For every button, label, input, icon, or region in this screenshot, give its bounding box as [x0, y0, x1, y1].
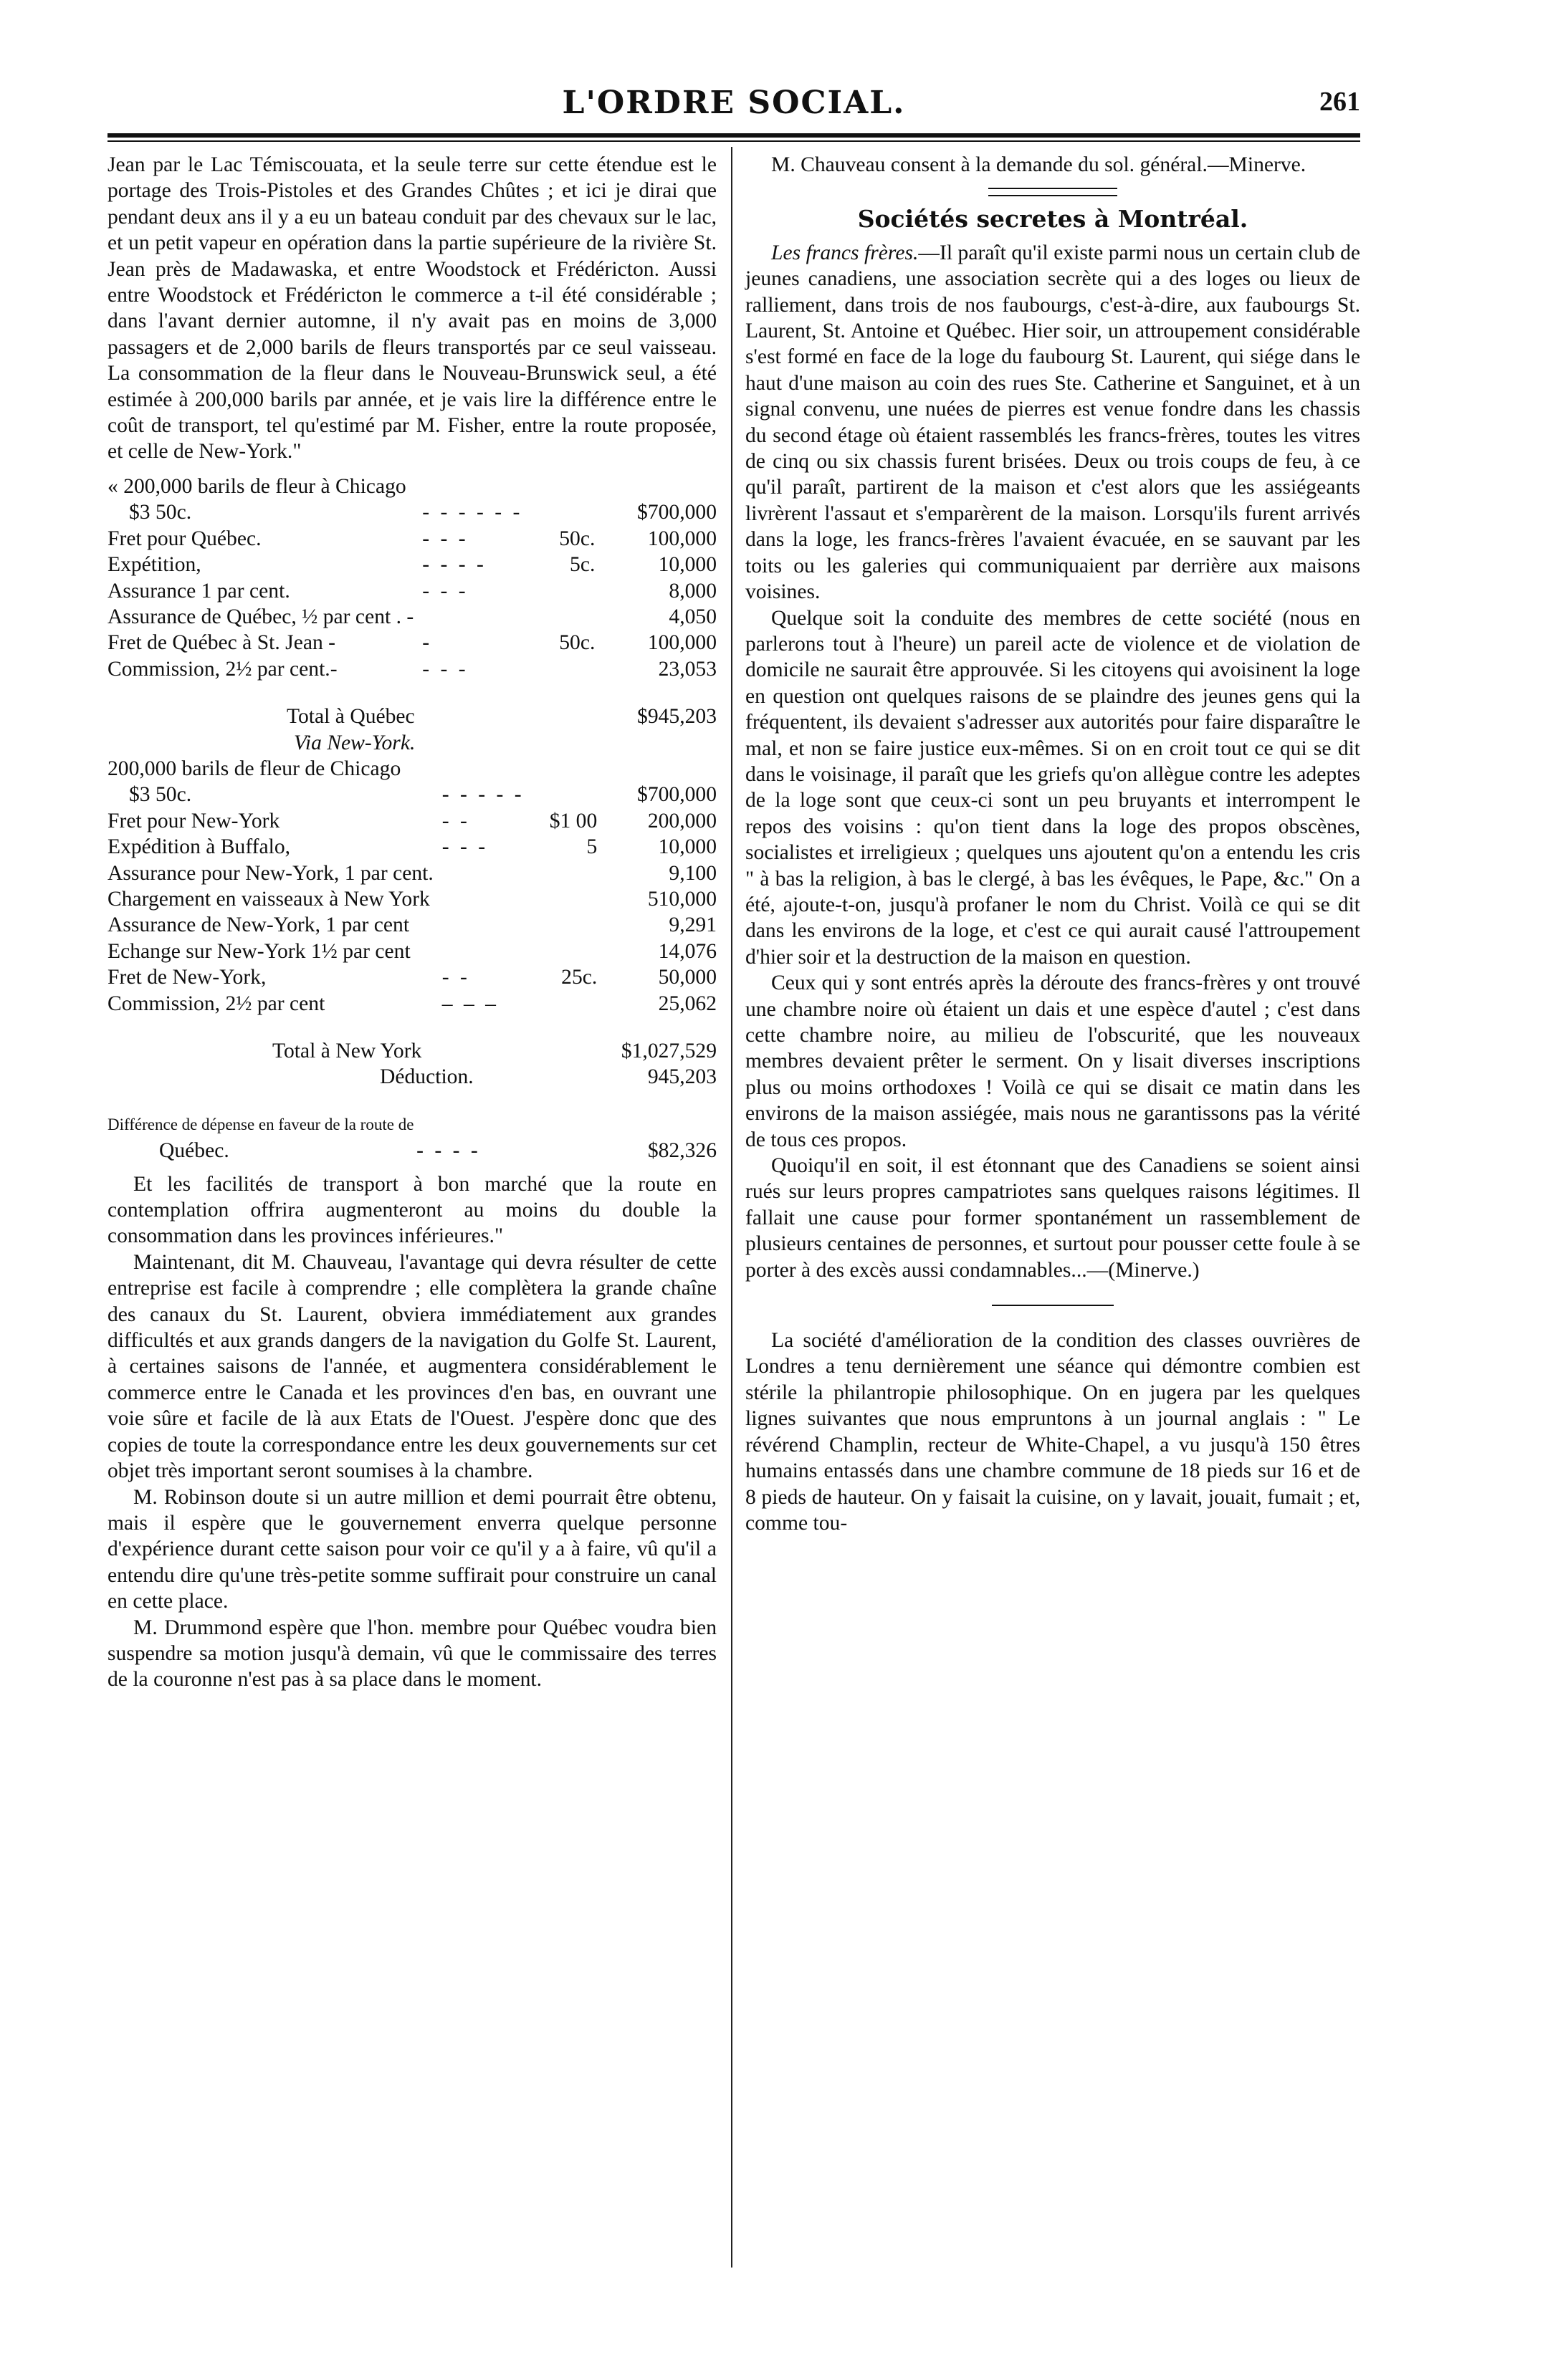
row-amount: 510,000 — [647, 887, 717, 911]
deduction-label: Déduction. — [380, 1065, 474, 1089]
row-label: Chargement en vaisseaux à New York — [108, 887, 430, 911]
row-dash — [434, 939, 525, 964]
row-dash: - - - - - — [441, 783, 525, 807]
newyork-total — [108, 1038, 717, 1090]
row-label: $3 50c. — [129, 501, 192, 524]
difference-label-2: Québec. — [159, 1139, 229, 1163]
row-amount: 100,000 — [647, 631, 717, 655]
row-dash: - - - — [422, 579, 469, 603]
row-amount: 10,000 — [658, 553, 717, 577]
row-amount: 200,000 — [647, 809, 717, 832]
table-row — [108, 578, 717, 604]
row-amount: 8,000 — [669, 579, 717, 603]
paragraph-chauveau-consent: M. Chauveau consent à la demande du sol. général.—Minerve. — [771, 153, 1306, 176]
table-row — [108, 604, 717, 630]
table-row — [108, 939, 717, 964]
row-label: Fret pour Québec. — [108, 527, 262, 550]
paragraph-chambre-noire: Ceux qui y sont entrés après la déroute des francs-frères y ont trouvé une chambre noire où étaient un dais et une espèce d'autel ; c'est dans cette chambre noire, au milieu de l'obscurité, que les nouveaux membres devaient prêter le serment. On y lisait diverses inscriptions plus ou moins orthodoxes ! Voilà ce qui se disait ce matin dans les environs de la maison assiégée, mais nous ne garantissons pas la vérité de tous ces propos. — [745, 971, 1360, 1151]
difference-amount: $82,326 — [647, 1139, 717, 1163]
via-newyork-label: Via New-York. — [294, 731, 416, 754]
row-rate: 50c. — [559, 527, 596, 550]
row-dash: - — [422, 631, 433, 655]
paragraph-transport: Et les facilités de transport à bon marché que la route en contemplation offrira augmenteront au moins du double la consommation dans les provinces inférieures." — [108, 1172, 717, 1248]
row-rate — [525, 912, 598, 938]
row-dash — [414, 604, 522, 630]
row-rate — [522, 578, 595, 604]
left-column — [108, 152, 717, 1693]
row-dash — [434, 860, 525, 886]
row-dash: – – – — [441, 992, 499, 1015]
table-row — [108, 782, 717, 807]
row-amount: 50,000 — [658, 966, 717, 989]
quebec-total-amount: $945,203 — [637, 705, 717, 729]
row-dash: - - - — [422, 527, 469, 550]
column-divider — [731, 147, 732, 2268]
row-label: $3 50c. — [129, 783, 192, 807]
row-dash — [434, 886, 525, 912]
newyork-total-amount: $1,027,529 — [621, 1040, 717, 1062]
intro-paragraph: Jean par le Lac Témiscouata, et la seule terre sur cette étendue est le portage des Trois-Pistoles et des Grandes Chûtes ; et ici je dirai que pendant deux ans il y a eu un bateau conduit par des chevaux sur le lac, et un petit vapeur en opération dans la partie supérieure de la rivière St. Jean près de Madawaska, et entre Woodstock et Frédéricton. Aussi entre Woodstock et Frédéricton le commerce a t-il été considérable ; dans l'avant dernier automne, il n'y avait pas en moins de 3,000 passagers et de 2,000 barils de fleurs transportés par ce seul vaisseau. La consommation de la fleur dans le Nouveau-Brunswick seul, a été estimée à 200,000 barils par année, et je vais lire la différence entre le coût de transport, tel qu'estimé par M. Fisher, entre la route proposée, et celle de New-York." — [108, 153, 717, 464]
deduction-amount: 945,203 — [647, 1065, 717, 1089]
row-rate: 25c. — [561, 966, 598, 989]
newyork-total-label: Total à New York — [272, 1040, 422, 1062]
paragraph-francs-freres-body: —Il paraît qu'il existe parmi nous un certain club de jeunes canadiens, une association secrète qui a des loges ou lieux de ralliement, dans trois de nos faubourgs, c'est-à-dire, aux faubourgs St. Laurent, St. Antoine et Québec. Hier soir, un attroupement considérable s'est formé en face de la loge du faubourg St. Laurent, qui siége dans le haut d'une maison au coin des rues Ste. Catherine et Sanguinet, et à un signal convenu, une nuées de pierres est venue fondre dans les chassis du second étage où étaient rassemblés les francs-frères, toutes les vitres de cinq ou six chassis furent brisées. Deux ou trois coups de feu, à ce qu'il paraît, partirent de la maison et c'est alors que les assiégeants livrèrent l'assaut et s'emparèrent de la maison. Lorsqu'ils furent arrivés dans la loge, les francs-frères l'avaient évacuée, en se sauvant par les toits ou les galeries qui communiquaient par derrière aux maisons voisines. — [745, 241, 1361, 604]
row-dash: - - - — [422, 657, 469, 681]
row-dash — [434, 912, 525, 938]
table-row — [108, 886, 717, 912]
quebec-table-heading: « 200,000 barils de fleur à Chicago — [108, 474, 406, 498]
row-label: Assurance de Québec, ½ par cent . - — [108, 605, 414, 628]
row-amount: 9,100 — [669, 861, 717, 885]
table-row — [108, 860, 717, 886]
row-label: Fret de New-York, — [108, 966, 267, 989]
row-rate — [525, 782, 598, 807]
row-label: Echange sur New-York 1½ par cent — [108, 939, 411, 963]
table-row — [108, 526, 717, 552]
page-number: 261 — [1319, 87, 1360, 117]
row-rate — [525, 939, 598, 964]
row-amount: 25,062 — [658, 992, 717, 1015]
row-rate — [525, 886, 598, 912]
table-row — [108, 834, 717, 860]
row-rate — [522, 656, 595, 682]
paragraph-robinson: M. Robinson doute si un autre million et demi pourrait être obtenu, mais il espère que le gouvernement enverra quelque personne d'expérience durant cette saison pour voir ce qu'il y a à faire, vû qu'il a entendu dire qu'une très-petite somme suffirait pour construire un canal en cette place. — [108, 1485, 717, 1613]
table-row — [108, 964, 717, 990]
paragraph-quoiquil: Quoiqu'il en soit, il est étonnant que des Canadiens se soient ainsi rués sur leurs propres campatriotes sans quelques raisons légitimes. Il fallait une cause pour former spontanément un rassemblement de plusieurs centaines de personnes, et surtout pour pousser cette foule à se porter à des excès aussi condamnables...—(Minerve.) — [745, 1154, 1360, 1282]
page-header — [108, 85, 1360, 128]
row-amount: $700,000 — [637, 501, 717, 524]
quebec-cost-table — [108, 499, 717, 682]
lead-words: Les francs frères. — [771, 241, 919, 264]
row-rate — [525, 991, 598, 1017]
row-label: Commission, 2½ par cent.- — [108, 657, 338, 681]
section-separator — [988, 188, 1117, 196]
newspaper-title: L'ORDRE SOCIAL. — [562, 85, 906, 121]
row-label: Assurance pour New-York, 1 par cent. — [108, 861, 434, 885]
right-column — [745, 152, 1360, 1536]
row-amount: 10,000 — [658, 835, 717, 859]
quebec-total — [108, 704, 717, 756]
article-heading: Sociétés secretes à Montréal. — [857, 205, 1248, 234]
table-row — [108, 656, 717, 682]
row-label: Commission, 2½ par cent — [108, 992, 325, 1015]
row-rate: $1 00 — [549, 809, 598, 832]
header-rule-thin — [108, 140, 1360, 142]
row-label: Expétition, — [108, 553, 201, 577]
difference-label: Différence de dépense en faveur de la route de — [108, 1115, 414, 1133]
row-rate — [522, 604, 595, 630]
row-label: Assurance 1 par cent. — [108, 579, 290, 603]
difference-dash: - - - - — [416, 1139, 481, 1163]
paragraph-drummond: M. Drummond espère que l'hon. membre pour Québec voudra bien suspendre sa motion jusqu'à demain, vû que le commissaire des terres de la couronne n'est pas à sa place dans le moment. — [108, 1616, 717, 1692]
row-amount: 23,053 — [658, 657, 717, 681]
paragraph-conduite: Quelque soit la conduite des membres de cette société (nous en parlerons tout à l'heure) un pareil acte de violence et de violation de domicile ne saurait être approuvée. Si les citoyens qui avoisinent la loge en question ont quelques raisons de se plaindre des jeunes gens qui la fréquentent, ils devaient s'adresser aux autorités pour faire disparaître le mal, et non se faire justice eux-mêmes. Si on en croit tout ce qui se dit dans le voisinage, il paraît que les griefs qu'on allègue contre les adeptes de la loge sont que ceux-ci sont un peu bruyants et interrompent le repos des voisins : qu'on tient dans la loge des propos obscènes, socialistes et irreligieux ; quelques uns ajoutent qu'on a entendu les cris " à bas la religion, à bas le clergé, à bas les évêques, le Pape, &c." On a été, ajoute-t-on, jusqu'à profaner le nom du Christ. Voilà ce qui se dit dans les environs de la loge, et c'est ce qui aurait causé l'attroupement d'hier soir et la destruction de la maison en question. — [745, 606, 1360, 969]
row-amount: 100,000 — [647, 527, 717, 550]
row-label: Assurance de New-York, 1 par cent — [108, 913, 410, 937]
row-rate: 5c. — [570, 553, 596, 577]
row-rate — [525, 860, 598, 886]
row-dash: - - — [441, 809, 470, 832]
paragraph-francs-freres — [745, 240, 1360, 605]
table-row — [108, 912, 717, 938]
article-separator — [992, 1305, 1114, 1306]
table-row — [108, 552, 717, 577]
paragraph-chauveau: Maintenant, dit M. Chauveau, l'avantage qui devra résulter de cette entreprise est facile à comprendre ; elle complètera la grande chaîne des canaux du St. Laurent, obviera immédiatement aux grandes difficultés et aux grands dangers de la navigation du Golfe St. Laurent, à certaines saisons de l'année, et augmentera considérablement le commerce entre le Canada et les provinces d'en bas, en ouvrant une voie sûre et facile de là aux Etats de l'Ouest. J'espère donc que des copies de toute la correspondance entre les deux gouvernements sur cet objet très important seront soumises à la chambre. — [108, 1250, 717, 1483]
table-row — [108, 499, 717, 525]
row-label: Fret pour New-York — [108, 809, 280, 832]
newyork-cost-table — [108, 782, 717, 1017]
row-dash: - - - - — [422, 553, 487, 577]
row-amount: 9,291 — [669, 913, 717, 937]
paragraph-societe-londres: La société d'amélioration de la condition des classes ouvrières de Londres a tenu dernièrement une séance qui démontre combien est stérile la philantropie philosophique. On en jugera par les quelques lignes suivantes que nous empruntons à un journal anglais : " Le révérend Champlin, recteur de White-Chapel, a vu jusqu'à 150 êtres humains entassés dans une chambre commune de 18 pieds sur 16 et de 8 pieds de hauteur. On y faisait la cuisine, on y lavait, jouait, fumait ; et, comme tou- — [745, 1329, 1360, 1535]
table-row — [108, 630, 717, 656]
row-dash: - - - - - - — [422, 501, 523, 524]
row-amount: 4,050 — [669, 605, 717, 628]
row-rate — [522, 499, 595, 525]
row-dash: - - - — [441, 835, 489, 859]
row-amount: $700,000 — [637, 783, 717, 807]
row-rate: 50c. — [559, 631, 596, 655]
row-label: Expédition à Buffalo, — [108, 835, 291, 859]
newyork-table-heading: 200,000 barils de fleur de Chicago — [108, 757, 401, 780]
row-rate: 5 — [586, 835, 598, 859]
row-label: Fret de Québec à St. Jean - — [108, 631, 336, 655]
quebec-total-label: Total à Québec — [287, 705, 415, 729]
row-dash: - - — [441, 966, 470, 989]
row-amount: 14,076 — [658, 939, 717, 963]
table-row — [108, 991, 717, 1017]
header-rule-thick — [108, 133, 1360, 138]
table-row — [108, 808, 717, 834]
difference-row — [108, 1138, 717, 1163]
